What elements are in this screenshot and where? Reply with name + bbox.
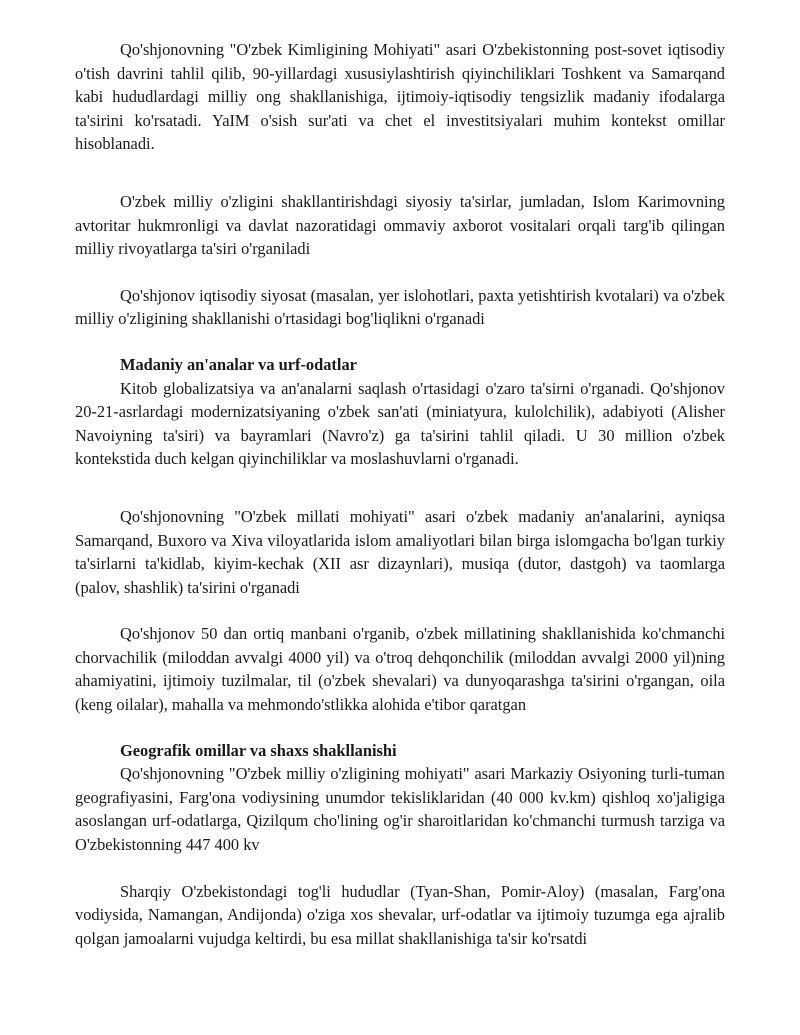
- document-page: [75, 38, 725, 950]
- paragraph-political-influences: O'zbek milliy o'zligini shakllantirishdagi siyosiy ta'sirlar, jumladan, Islom Karimovning avtoritar hukmronligi va davlat nazoratidagi ommaviy axborot vositalari orqali targ'ib qilingan milliy rivoyatlarga ta'siri o'rganiladi: [75, 191, 725, 259]
- paragraph-economic-policy: Qo'shjonov iqtisodiy siyosat (masalan, yer islohotlari, paxta yetishtirish kvotalari) va o'zbek milliy o'zligining shakllanishi o'rtasidagi bog'liqlikni o'rganadi: [75, 285, 725, 329]
- paragraph-nomadic-sedentary: Qo'shjonov 50 dan ortiq manbani o'rganib, o'zbek millatining shakllanishida ko'chmanchi chorvachilik (miloddan avvalgi 4000 yil) va o'troq dehqonchilik (miloddan avvalgi 2000 yil)ning ahamiyatini, ijtimoiy tuzilmalar, til (o'zbek shevalari) va dunyoqarashga ta'sirini o'rgangan, oila (keng oilalar), mahalla va mehmondo'stlikka alohida e'tibor qaratgan: [75, 624, 725, 715]
- paragraph-globalization: Kitob globalizatsiya va an'analarni saqlash o'rtasidagi o'zaro ta'sirni o'rganadi. Qo'shjonov 20-21-asrlardagi modernizatsiyaning o'zbek san'ati (miniatyura, kulolchilik), adabiyoti (Alisher Navoiyning ta'siri) va bayramlari (Navro'z) ga ta'sirini tahlil qiladi. U 30 million o'zbek kontekstida duch kelgan qiyinchiliklar va moslashuvlarni o'rganadi.: [75, 378, 725, 469]
- paragraph-geography: Qo'shjonovning "O'zbek milliy o'zligining mohiyati" asari Markaziy Osiyoning turli-tuman geografiyasini, Farg'ona vodiysining unumdor tekisliklaridan (40 000 kv.km) qishloq xo'jaligiga asoslangan urf-odatlarga, Qizilqum cho'lining og'ir sharoitlaridan ko'chmanchi turmush tarziga va O'zbekistonning 447 400 kv: [75, 764, 725, 855]
- heading-geographic-factors: Geografik omillar va shaxs shakllanishi: [120, 740, 397, 760]
- paragraph-economic-transition: Qo'shjonovning "O'zbek Kimligining Mohiyati" asari O'zbekistonning post-sovet iqtisodiy o'tish davrini tahlil qilib, 90-yillardagi xususiylashtirish qiyinchiliklari Toshkent va Samarqand kabi hududlardagi milliy ong shakllanishiga, ijtimoiy-iqtisodiy tengsizlik madaniy ifodalarga ta'sirini ko'rsatadi. YaIM o'sish sur'ati va chet el investitsiyalari muhim kontekst omillar hisoblanadi.: [75, 40, 725, 154]
- heading-cultural-traditions: Madaniy an'analar va urf-odatlar: [120, 354, 357, 374]
- paragraph-cultural-traditions: Qo'shjonovning "O'zbek millati mohiyati" asari o'zbek madaniy an'analarini, ayniqsa Samarqand, Buxoro va Xiva viloyatlarida islom amaliyotlari bilan birga islomgacha bo'lgan turkiy ta'sirlarni ta'kidlab, kiyim-kechak (XII asr dizaynlari), musiqa (dutor, dastgoh) va taomlarga (palov, shashlik) ta'sirini o'rganadi: [75, 506, 725, 597]
- paragraph-mountain-regions: Sharqiy O'zbekistondagi tog'li hududlar (Tyan-Shan, Pomir-Aloy) (masalan, Farg'ona vodiysida, Namangan, Andijonda) o'ziga xos shevalar, urf-odatlar va ijtimoiy tuzumga ega ajralib qolgan jamoalarni vujudga keltirdi, bu esa millat shakllanishiga ta'sir ko'rsatdi: [75, 881, 725, 948]
